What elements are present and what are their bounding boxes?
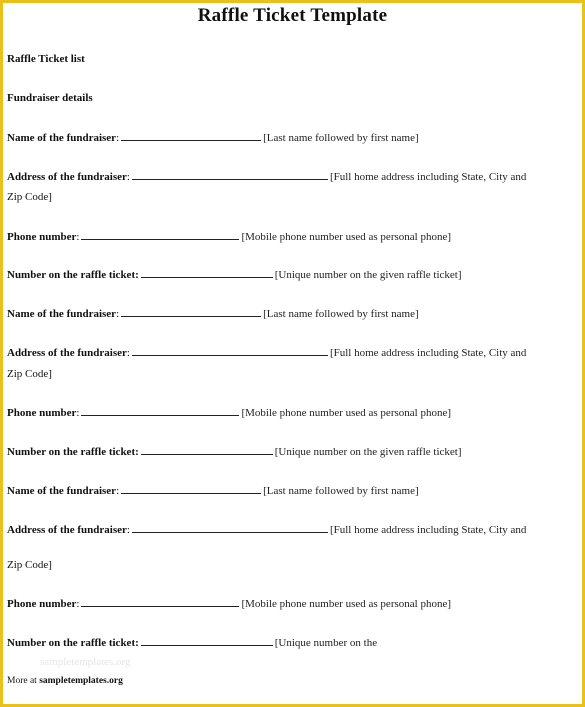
ticket-hint: [Unique number on the given raffle ticket] xyxy=(274,446,462,458)
phone-field-row: Phone number: [Mobile phone number used as personal phone] xyxy=(7,407,451,419)
name-blank[interactable] xyxy=(121,484,261,494)
address-hint: [Full home address including State, City and xyxy=(329,347,527,359)
address-label: Address of the fundraiser xyxy=(7,524,127,536)
ticket-label: Number on the raffle ticket: xyxy=(7,269,139,281)
address-hint: [Full home address including State, City and xyxy=(329,171,527,183)
name-hint: [Last name followed by first name] xyxy=(263,485,419,497)
phone-field-row: Phone number: [Mobile phone number used as personal phone] xyxy=(7,231,451,243)
name-blank[interactable] xyxy=(121,307,261,317)
phone-hint: [Mobile phone number used as personal phone] xyxy=(241,598,451,610)
ticket-blank[interactable] xyxy=(141,445,273,455)
phone-label: Phone number xyxy=(7,231,77,243)
watermark: sampletemplates.org xyxy=(40,656,131,668)
ticket-hint: [Unique number on the given raffle ticket] xyxy=(274,269,462,281)
page-title: Raffle Ticket Template xyxy=(197,5,388,26)
phone-blank[interactable] xyxy=(81,406,239,416)
phone-label: Phone number xyxy=(7,407,77,419)
address-hint: [Full home address including State, City and xyxy=(329,524,527,536)
ticket-label: Number on the raffle ticket: xyxy=(7,446,139,458)
name-blank[interactable] xyxy=(121,131,261,141)
name-label: Name of the fundraiser xyxy=(7,308,117,320)
name-field-row: Name of the fundraiser: [Last name followed by first name] xyxy=(7,132,419,144)
address-blank[interactable] xyxy=(132,346,328,356)
phone-label: Phone number xyxy=(7,598,77,610)
phone-field-row: Phone number: [Mobile phone number used as personal phone] xyxy=(7,598,451,610)
address-hint-cont: Zip Code] xyxy=(7,191,52,203)
footer-prefix: More at xyxy=(7,676,37,686)
footer-site-link[interactable]: sampletemplates.org xyxy=(39,676,123,686)
name-field-row: Name of the fundraiser: [Last name followed by first name] xyxy=(7,485,419,497)
name-hint: [Last name followed by first name] xyxy=(263,132,419,144)
phone-hint: [Mobile phone number used as personal phone] xyxy=(241,231,451,243)
phone-blank[interactable] xyxy=(81,597,239,607)
name-label: Name of the fundraiser xyxy=(7,132,117,144)
ticket-blank[interactable] xyxy=(141,268,273,278)
address-label: Address of the fundraiser xyxy=(7,347,127,359)
address-hint-cont: Zip Code] xyxy=(7,368,52,380)
address-blank[interactable] xyxy=(132,170,328,180)
ticket-label: Number on the raffle ticket: xyxy=(7,637,139,649)
list-heading: Raffle Ticket list xyxy=(7,53,85,65)
ticket-hint: [Unique number on the xyxy=(274,637,378,649)
phone-blank[interactable] xyxy=(81,230,239,240)
name-label: Name of the fundraiser xyxy=(7,485,117,497)
name-hint: [Last name followed by first name] xyxy=(263,308,419,320)
phone-hint: [Mobile phone number used as personal phone] xyxy=(241,407,451,419)
address-field-row: Address of the fundraiser: [Full home address including State, City and xyxy=(7,171,527,183)
address-blank[interactable] xyxy=(132,523,328,533)
ticket-field-row xyxy=(7,636,377,650)
ticket-field-row xyxy=(7,445,462,459)
address-field-row: Address of the fundraiser: [Full home address including State, City and xyxy=(7,524,527,536)
section-heading: Fundraiser details xyxy=(7,92,93,104)
address-label: Address of the fundraiser xyxy=(7,171,127,183)
address-hint-cont: Zip Code] xyxy=(7,559,52,571)
ticket-field-row xyxy=(7,268,462,282)
footer-credit xyxy=(7,676,123,686)
ticket-blank[interactable] xyxy=(141,636,273,646)
name-field-row: Name of the fundraiser: [Last name followed by first name] xyxy=(7,308,419,320)
address-field-row: Address of the fundraiser: [Full home address including State, City and xyxy=(7,347,527,359)
